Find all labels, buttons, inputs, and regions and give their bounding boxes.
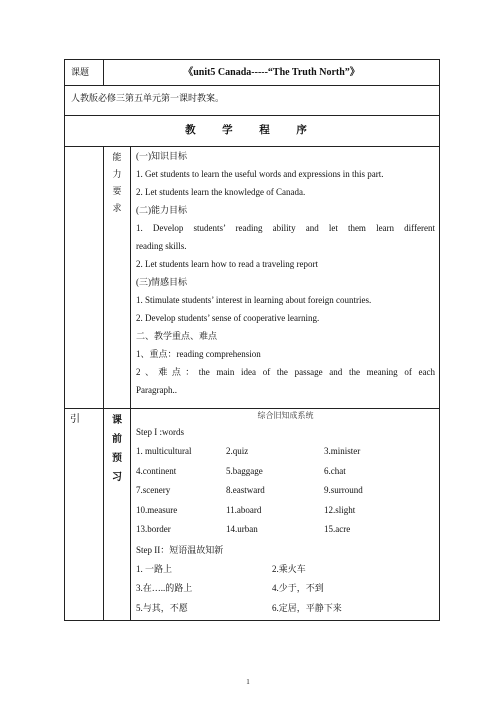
phrase-item: 5.与其，不愿 <box>136 602 188 613</box>
preview-row <box>65 409 440 621</box>
ability-line: Paragraph.. <box>136 385 177 395</box>
ability-label-char: 力 <box>112 169 122 179</box>
step2-title: Step II：短语温故知新 <box>136 544 224 555</box>
ability-line: 1、重点：reading comprehension <box>136 349 261 359</box>
ability-line: 2、难点：the main idea of the passage and the meaning of each <box>136 367 435 377</box>
lesson-description: 人教版必修三第五单元第一课时教案。 <box>65 86 440 116</box>
ability-line: 1. Develop students’ reading ability and let them learn different <box>136 223 435 233</box>
vocab-word: 9.surround <box>324 485 363 495</box>
word-row <box>136 462 435 482</box>
section-row <box>65 116 440 147</box>
vocab-word: 14.urban <box>226 524 258 534</box>
page-number: 1 <box>246 678 250 686</box>
phrase-item: 2.乘火车 <box>272 563 306 574</box>
ability-line: (一)知识目标 <box>136 151 187 161</box>
vocab-word: 8.eastward <box>226 485 265 495</box>
ability-label-char: 要 <box>112 186 122 196</box>
word-row <box>136 520 435 540</box>
ability-line: reading skills. <box>136 241 187 251</box>
vocab-word: 5.baggage <box>226 465 263 476</box>
section-title: 教 学 程 序 <box>65 116 440 147</box>
ability-line: 二、教学重点、难点 <box>136 331 218 341</box>
vocab-word: 3.minister <box>324 446 361 456</box>
phrase-item: 6.定居，平静下来 <box>272 602 342 613</box>
preview-subtitle: 综合旧知成系统 <box>257 411 314 420</box>
ability-vertical-label <box>104 147 131 409</box>
vocab-word: 10.measure <box>136 504 178 515</box>
ability-line: 2. Develop students’ sense of cooperative learning. <box>136 313 320 323</box>
phrases-list <box>136 560 435 619</box>
phrase-item: 4.少于，不到 <box>272 583 324 593</box>
preview-label-char: 预 <box>112 453 122 464</box>
word-row <box>136 501 435 521</box>
vocab-word: 4.continent <box>136 465 177 476</box>
ability-content <box>131 147 440 409</box>
ability-line: (二)能力目标 <box>136 205 187 215</box>
preview-label-char: 习 <box>112 472 122 483</box>
vocab-word: 12.slight <box>324 504 356 515</box>
phrase-row <box>136 560 435 580</box>
step1-title: Step I :words <box>136 427 184 437</box>
preview-side-label: 引 <box>65 409 104 621</box>
phrase-item: 1. 一路上 <box>136 563 173 574</box>
vocab-word: 13.border <box>136 524 171 534</box>
word-row <box>136 481 435 501</box>
vocab-word: 6.chat <box>324 465 346 476</box>
phrase-item: 3.在…..的路上 <box>136 583 193 593</box>
ability-side-cell <box>65 147 104 409</box>
topic-label: 课题 <box>65 60 104 86</box>
vocab-word: 11.aboard <box>226 504 262 515</box>
lesson-title: 《unit5 Canada-----“The Truth North”》 <box>104 60 440 86</box>
phrase-row <box>136 579 435 599</box>
lesson-plan-table <box>64 59 440 621</box>
ability-line: 1. Stimulate students’ interest in learning about foreign countries. <box>136 295 372 305</box>
ability-row <box>65 147 440 409</box>
ability-line: 1. Get students to learn the useful words and expressions in this part. <box>136 169 384 179</box>
vocab-word: 1. multicultural <box>136 446 192 456</box>
preview-content <box>131 409 440 621</box>
phrase-row <box>136 599 435 619</box>
words-list <box>136 442 435 540</box>
ability-line: 2. Let students learn the knowledge of Canada. <box>136 187 306 197</box>
vocab-word: 7.scenery <box>136 485 171 495</box>
ability-label-char: 求 <box>112 203 122 213</box>
preview-vertical-label <box>104 409 131 621</box>
header-row <box>65 60 440 86</box>
vocab-word: 2.quiz <box>226 446 249 456</box>
word-row <box>136 442 435 462</box>
ability-line: 2. Let students learn how to read a traveling report <box>136 259 318 269</box>
preview-label-char: 前 <box>112 434 122 445</box>
description-row <box>65 86 440 116</box>
ability-line: (三)情感目标 <box>136 277 187 287</box>
ability-label-char: 能 <box>112 152 122 162</box>
vocab-word: 15.acre <box>324 524 351 534</box>
preview-label-char: 课 <box>112 415 122 426</box>
